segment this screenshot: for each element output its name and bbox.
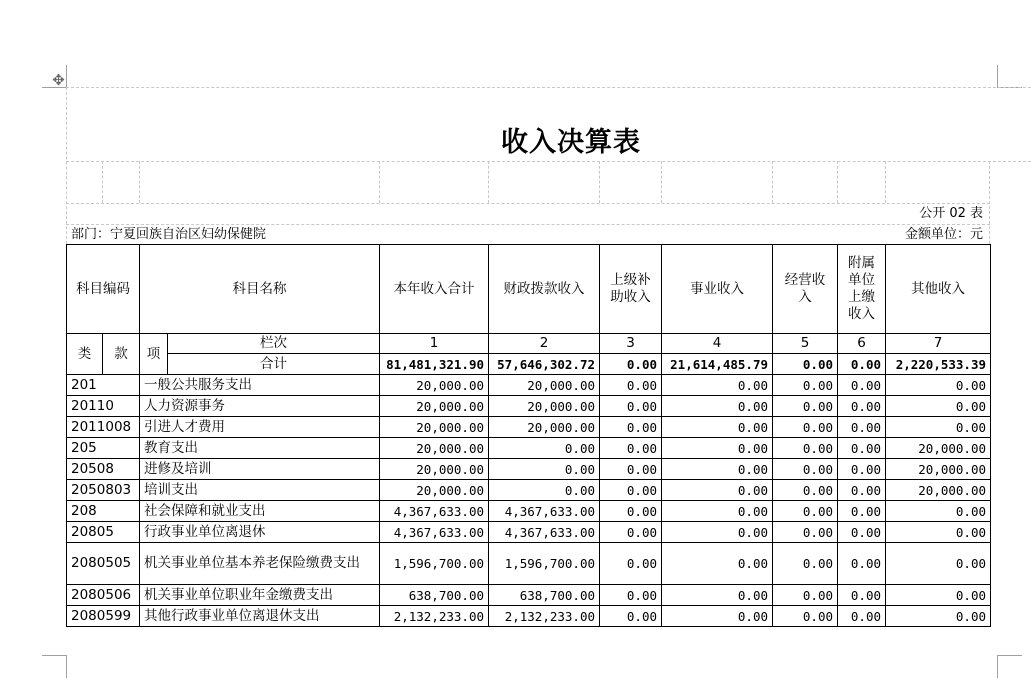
table-row (67, 480, 991, 501)
total-cell: 81,481,321.90 (380, 354, 489, 375)
table-row (67, 501, 991, 522)
header-superior: 上级补助收入 (600, 245, 662, 334)
subject-code: 205 (67, 438, 140, 459)
amount-cell: 638,700.00 (380, 585, 489, 606)
amount-cell: 0.00 (886, 543, 991, 585)
gridline (102, 161, 103, 203)
col-index: 6 (838, 334, 886, 354)
amount-cell: 4,367,633.00 (380, 501, 489, 522)
amount-cell: 0.00 (773, 480, 838, 501)
subject-name: 社会保障和就业支出 (140, 501, 380, 522)
col-index: 1 (380, 334, 489, 354)
amount-cell: 20,000.00 (886, 438, 991, 459)
total-cell: 0.00 (838, 354, 886, 375)
total-cell: 21,614,485.79 (662, 354, 773, 375)
amount-cell: 0.00 (600, 396, 662, 417)
col-index: 7 (886, 334, 991, 354)
amount-cell: 0.00 (838, 585, 886, 606)
amount-cell: 20,000.00 (380, 438, 489, 459)
header-code: 科目编码 (67, 245, 140, 334)
col-index: 5 (773, 334, 838, 354)
amount-cell: 0.00 (662, 501, 773, 522)
amount-cell: 20,000.00 (489, 417, 600, 438)
table-row (67, 522, 991, 543)
amount-cell: 4,367,633.00 (489, 501, 600, 522)
gridline (66, 203, 990, 204)
col-index: 2 (489, 334, 600, 354)
amount-cell: 0.00 (886, 375, 991, 396)
gridline (66, 161, 1031, 162)
total-cell: 2,220,533.39 (886, 354, 991, 375)
subject-code: 20805 (67, 522, 140, 543)
amount-cell: 0.00 (886, 501, 991, 522)
amount-cell: 1,596,700.00 (380, 543, 489, 585)
gridline (772, 161, 773, 203)
subject-code: 2011008 (67, 417, 140, 438)
amount-cell: 20,000.00 (886, 459, 991, 480)
header-total: 本年收入合计 (380, 245, 489, 334)
amount-cell: 0.00 (886, 522, 991, 543)
amount-cell: 4,367,633.00 (380, 522, 489, 543)
amount-cell: 0.00 (773, 375, 838, 396)
amount-cell: 0.00 (773, 417, 838, 438)
header-lei: 类 (67, 334, 103, 375)
table-row (67, 543, 991, 585)
crop-mark-top-right (997, 65, 1022, 88)
column-index-row (67, 334, 991, 354)
amount-cell: 0.00 (600, 543, 662, 585)
header-row (67, 245, 991, 334)
header-kuan: 款 (103, 334, 140, 375)
col-index: 3 (600, 334, 662, 354)
gridline (989, 161, 990, 244)
table-row (67, 606, 991, 627)
gridline (379, 161, 380, 203)
subject-name: 机关事业单位基本养老保险缴费支出 (140, 543, 380, 585)
total-cell: 0.00 (773, 354, 838, 375)
amount-cell: 0.00 (600, 522, 662, 543)
gridline (66, 87, 67, 244)
amount-cell: 0.00 (838, 480, 886, 501)
amount-cell: 0.00 (600, 438, 662, 459)
amount-cell: 1,596,700.00 (489, 543, 600, 585)
amount-cell: 0.00 (662, 543, 773, 585)
amount-cell: 638,700.00 (489, 585, 600, 606)
header-business: 事业收入 (662, 245, 773, 334)
subject-code: 2080599 (67, 606, 140, 627)
amount-cell: 2,132,233.00 (489, 606, 600, 627)
gridline (661, 161, 662, 203)
amount-cell: 20,000.00 (380, 417, 489, 438)
amount-cell: 0.00 (773, 606, 838, 627)
table-row (67, 375, 991, 396)
table-row (67, 438, 991, 459)
subject-name: 引进人才费用 (140, 417, 380, 438)
amount-cell: 0.00 (838, 522, 886, 543)
amount-cell: 0.00 (662, 606, 773, 627)
subject-name: 其他行政事业单位离退休支出 (140, 606, 380, 627)
header-xiang: 项 (140, 334, 168, 375)
subject-code: 20110 (67, 396, 140, 417)
amount-cell: 0.00 (886, 417, 991, 438)
amount-cell: 0.00 (838, 375, 886, 396)
amount-cell: 0.00 (773, 543, 838, 585)
amount-cell: 0.00 (662, 396, 773, 417)
amount-cell: 0.00 (773, 459, 838, 480)
amount-cell: 0.00 (662, 480, 773, 501)
subject-code: 208 (67, 501, 140, 522)
subject-name: 教育支出 (140, 438, 380, 459)
table-row (67, 459, 991, 480)
amount-cell: 0.00 (662, 375, 773, 396)
amount-cell: 0.00 (489, 438, 600, 459)
header-name: 科目名称 (140, 245, 380, 334)
amount-cell: 0.00 (662, 459, 773, 480)
amount-cell: 20,000.00 (886, 480, 991, 501)
amount-cell: 0.00 (600, 417, 662, 438)
subject-name: 机关事业单位职业年金缴费支出 (140, 585, 380, 606)
gridline (885, 161, 886, 203)
amount-cell: 0.00 (773, 501, 838, 522)
gridline (66, 224, 990, 225)
subject-code: 20508 (67, 459, 140, 480)
header-lanci: 栏次 (168, 334, 380, 354)
amount-cell: 0.00 (886, 396, 991, 417)
amount-cell: 20,000.00 (489, 396, 600, 417)
gridline (837, 161, 838, 203)
header-affiliated: 附属单位上缴收入 (838, 245, 886, 334)
amount-cell: 0.00 (600, 585, 662, 606)
amount-cell: 20,000.00 (380, 480, 489, 501)
table-row (67, 396, 991, 417)
department-label: 部门：宁夏回族自治区妇幼保健院 (71, 227, 267, 242)
gridline (599, 161, 600, 203)
amount-cell: 0.00 (838, 438, 886, 459)
gridline (488, 161, 489, 203)
amount-cell: 0.00 (773, 585, 838, 606)
amount-cell: 20,000.00 (380, 459, 489, 480)
page-title: 收入决算表 (501, 127, 641, 158)
gridline (139, 161, 140, 203)
amount-cell: 0.00 (662, 417, 773, 438)
table-row (67, 585, 991, 606)
form-number: 公开 02 表 (919, 206, 983, 221)
amount-cell: 2,132,233.00 (380, 606, 489, 627)
amount-cell: 0.00 (662, 585, 773, 606)
amount-cell: 0.00 (489, 459, 600, 480)
amount-cell: 0.00 (838, 543, 886, 585)
col-index: 4 (662, 334, 773, 354)
subject-code: 201 (67, 375, 140, 396)
amount-cell: 0.00 (838, 417, 886, 438)
total-cell: 0.00 (600, 354, 662, 375)
crop-mark-bottom-left (42, 655, 67, 678)
gridline (66, 87, 1031, 88)
amount-cell: 20,000.00 (489, 375, 600, 396)
crop-mark-bottom-right (997, 655, 1022, 678)
amount-cell: 0.00 (838, 606, 886, 627)
amount-cell: 0.00 (662, 438, 773, 459)
amount-cell: 0.00 (600, 375, 662, 396)
amount-cell: 0.00 (838, 396, 886, 417)
amount-cell: 0.00 (886, 606, 991, 627)
amount-cell: 0.00 (600, 480, 662, 501)
subject-name: 一般公共服务支出 (140, 375, 380, 396)
income-table (66, 244, 991, 627)
amount-cell: 0.00 (838, 459, 886, 480)
amount-cell: 20,000.00 (380, 375, 489, 396)
header-heji: 合计 (168, 354, 380, 375)
subject-name: 人力资源事务 (140, 396, 380, 417)
amount-cell: 0.00 (773, 438, 838, 459)
subject-name: 行政事业单位离退休 (140, 522, 380, 543)
amount-cell: 0.00 (600, 459, 662, 480)
move-handle-icon[interactable]: ✥ (52, 71, 65, 89)
amount-cell: 0.00 (773, 396, 838, 417)
amount-cell: 0.00 (662, 522, 773, 543)
amount-cell: 0.00 (600, 501, 662, 522)
amount-cell: 0.00 (838, 501, 886, 522)
subject-code: 2080505 (67, 543, 140, 585)
amount-cell: 0.00 (773, 522, 838, 543)
subject-name: 进修及培训 (140, 459, 380, 480)
header-other: 其他收入 (886, 245, 991, 334)
totals-row (67, 354, 991, 375)
subject-code: 2080506 (67, 585, 140, 606)
amount-cell: 0.00 (600, 606, 662, 627)
table-row (67, 417, 991, 438)
amount-cell: 0.00 (886, 585, 991, 606)
amount-cell: 20,000.00 (380, 396, 489, 417)
amount-cell: 4,367,633.00 (489, 522, 600, 543)
subject-name: 培训支出 (140, 480, 380, 501)
unit-label: 金额单位：元 (904, 227, 983, 242)
header-fiscal: 财政拨款收入 (489, 245, 600, 334)
total-cell: 57,646,302.72 (489, 354, 600, 375)
subject-code: 2050803 (67, 480, 140, 501)
header-operating: 经营收入 (773, 245, 838, 334)
amount-cell: 0.00 (489, 480, 600, 501)
